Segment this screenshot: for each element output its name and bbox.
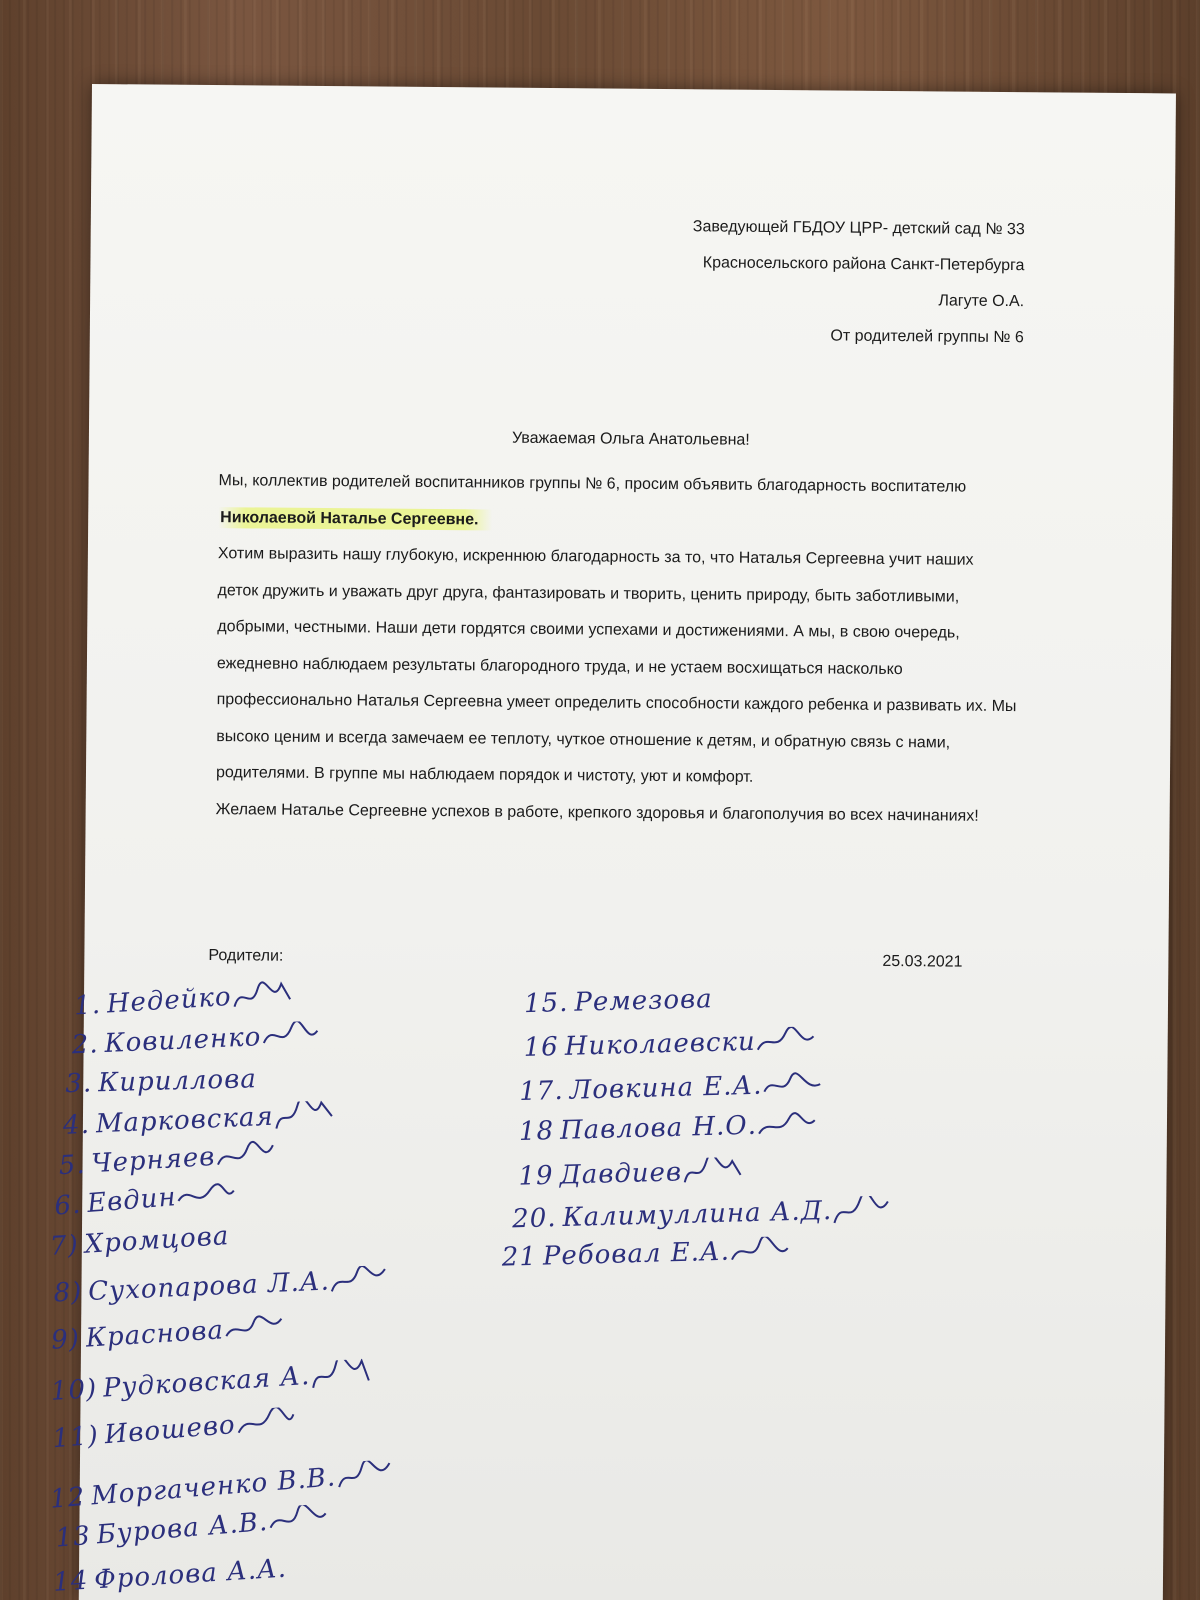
signature-name: Хромцова [83,1221,231,1260]
addressee-line-3: Лагуте О.А. [938,292,1025,311]
paragraph-3: Желаем Наталье Сергеевне успехов в работе, крепкого здоровья и благополучия во всех начинаниях! [215,800,979,825]
signature-name: Черняев [90,1141,217,1180]
signature-number: 15. [523,987,569,1020]
signature-number: 5. [57,1149,87,1182]
signature-number: 12 [49,1482,87,1515]
signature-mark [757,1110,818,1142]
signature-19 [518,1156,742,1193]
signature-mark [309,1358,371,1392]
signature-number: 18 [518,1116,555,1147]
signature-15 [524,984,713,1019]
signature-number: 9) [50,1324,81,1356]
paragraph-1 [218,463,1019,543]
signature-10 [50,1357,371,1407]
signature-number: 2. [71,1029,100,1061]
signature-20 [512,1194,893,1235]
signature-1 [73,978,292,1022]
parents-label: Родители: [208,947,284,965]
signature-mark [755,1026,816,1058]
signature-mark [261,1021,322,1054]
signature-name: Рудковская А. [102,1361,311,1404]
signature-mark [223,1313,285,1347]
signature-number: 4. [62,1109,91,1141]
signature-21 [501,1235,790,1274]
signature-number: 6. [53,1189,83,1222]
signature-7 [49,1221,230,1262]
signature-name: Сухопарова Л.А. [87,1266,331,1307]
signature-14 [52,1554,287,1598]
signature-number: 16 [523,1031,560,1063]
signature-number: 8) [52,1277,83,1309]
signature-5 [58,1138,276,1182]
signature-name: Калимуллина А.Д. [562,1195,833,1234]
paragraph-1-text: Мы, коллектив родителей воспитанников группы № 6, просим объявить благодарность воспитателю [218,472,967,496]
signature-name: Ивошево [103,1409,237,1451]
signature-name: Краснова [84,1315,225,1354]
signature-number: 11) [51,1420,100,1455]
signature-mark [175,1178,237,1213]
signature-name: Ребовал Е.А. [542,1236,731,1272]
signature-number: 7) [49,1230,80,1262]
signature-name: Бурова А.В. [95,1506,270,1551]
signature-name: Фролова А.А. [93,1553,288,1596]
signature-number: 10) [50,1374,99,1407]
signature-18 [519,1109,818,1148]
signature-16 [523,1025,816,1064]
letter-date: 25.03.2021 [882,952,963,971]
signature-mark [234,1406,296,1441]
signature-9 [50,1312,284,1357]
signature-3 [65,1064,257,1099]
signature-name: Недейко [106,981,233,1020]
signature-name: Ремезова [573,984,714,1018]
signature-number: 3. [64,1068,93,1100]
addressee-line-2: Красносельского района Санкт-Петербурга [702,254,1025,275]
highlighted-name: Николаевой Наталье Сергеевне. [218,507,492,530]
signature-4 [62,1099,334,1142]
signature-mark [273,1100,334,1133]
document-sheet [49,84,1176,1600]
signature-name: Кириллова [97,1064,258,1099]
signature-number: 14 [52,1565,90,1598]
signature-mark [335,1459,397,1494]
signature-2 [71,1020,322,1062]
signature-12 [49,1458,397,1516]
signature-number: 19 [518,1160,555,1192]
signature-name: Давдиев [559,1157,683,1191]
signature-mark [267,1503,329,1538]
signature-number: 20. [511,1203,557,1235]
signature-name: Ловкина Е.А. [569,1070,763,1106]
signature-mark [214,1139,276,1173]
signature-mark [730,1236,791,1268]
signature-mark [682,1157,743,1189]
paragraph-2: Хотим выразить нашу глубокую, искреннюю благодарность за то, что Наталья Сергеевна учит наших деток дружить и уважать друг друга, фантазировать и творить, ценить природу, быть заботливыми, добрыми, честными. Наши дети гордятся своими успехами и достижениями. А мы, в свою очередь, ежедневно наблюдаем результаты благородного труда, и не устаем восхищаться насколько профессионально Наталья Сергеевна умеет определить способности каждого ребенка и развивать их. Мы высоко ценим и всегда замечаем ее теплоту, чуткое отношение к детям, и обратную связь с нами, родителями. В группе мы наблюдаем порядок и чистоту, уют и комфорт. [215,545,1017,786]
signature-name: Моргаченко В.В. [90,1462,338,1512]
letter-body [216,463,1019,835]
signature-11 [51,1405,296,1455]
signature-number: 17. [518,1075,565,1108]
signature-mark [762,1070,823,1102]
signature-name: Ковиленко [103,1022,262,1059]
signature-8 [53,1264,390,1310]
signature-name: Павлова Н.О. [559,1110,758,1146]
signature-name: Марковская [95,1101,275,1140]
addressee-line-4: От родителей группы № 6 [830,327,1024,347]
greeting: Уважаемая Ольга Анатольевна! [511,429,750,449]
addressee-line-1: Заведующей ГБДОУ ЦРР- детский сад № 33 [692,218,1025,239]
signature-number: 1. [73,989,102,1022]
signature-mark [231,979,293,1013]
signature-number: 13 [54,1520,92,1554]
signature-mark [329,1265,390,1298]
signature-17 [519,1069,823,1108]
signature-name: Евдин [86,1182,178,1220]
signature-number: 21 [501,1241,538,1273]
signature-name: Николаевски [564,1026,757,1062]
signature-6 [53,1177,237,1222]
signature-mark [832,1195,893,1227]
addressee-block [692,209,1025,356]
